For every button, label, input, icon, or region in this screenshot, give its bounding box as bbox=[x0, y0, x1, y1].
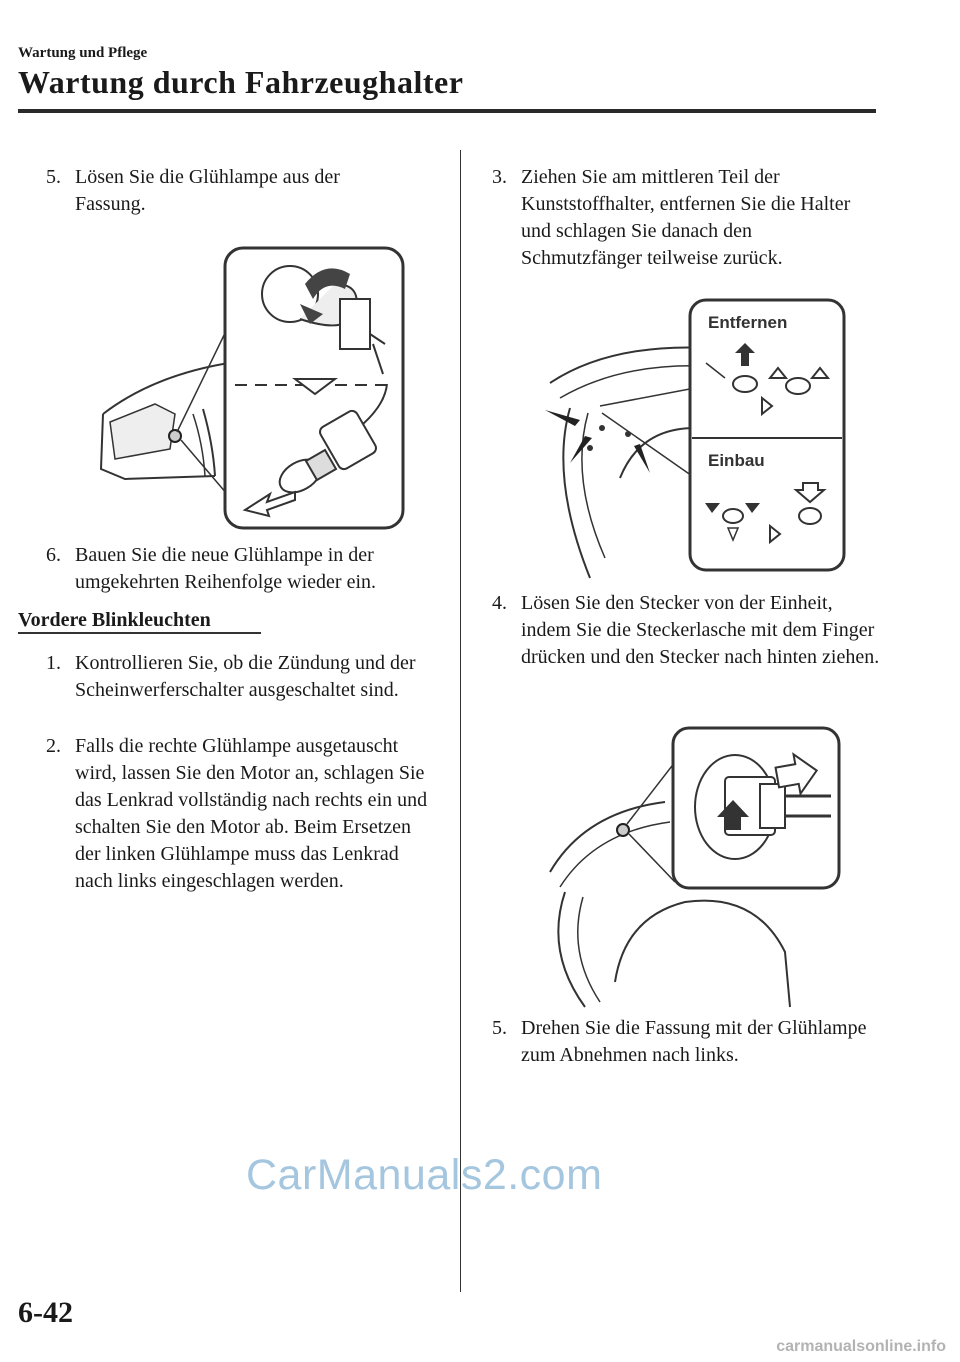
step-text: Drehen Sie die Fassung mit der Glühlampe zum Abnehmen nach links. bbox=[521, 1017, 867, 1066]
step-text: Ziehen Sie am mittleren Teil der Kunststoffhalter, entfernen Sie die Halter und schlagen Sie danach den Schmutzfänger teilweise zurück. bbox=[521, 166, 851, 269]
watermark: CarManuals2.com bbox=[246, 1151, 603, 1199]
subheading-front-turn-signals: Vordere Blinkleuchten bbox=[18, 609, 211, 631]
install-label: Einbau bbox=[708, 451, 765, 470]
step-text: Kontrollieren Sie, ob die Zündung und der Scheinwerferschalter ausgeschaltet sind. bbox=[75, 652, 416, 701]
step-number: 6. bbox=[46, 544, 61, 566]
step-text: Lösen Sie die Glühlampe aus der Fassung. bbox=[75, 166, 340, 215]
right-step-4 bbox=[492, 590, 882, 671]
right-step-5 bbox=[492, 1015, 882, 1069]
left-step-2 bbox=[46, 733, 436, 895]
page-number: 6-42 bbox=[18, 1296, 73, 1329]
step-number: 1. bbox=[46, 652, 61, 674]
subheading-underline bbox=[18, 632, 261, 634]
step-number: 2. bbox=[46, 735, 61, 757]
step-number: 5. bbox=[492, 1017, 507, 1039]
connector-removal-illustration bbox=[545, 722, 845, 1012]
right-step-3 bbox=[492, 164, 862, 272]
step-number: 3. bbox=[492, 166, 507, 188]
step-text: Lösen Sie den Stecker von der Einheit, indem Sie die Steckerlasche mit dem Finger drücken und den Stecker nach hinten ziehen. bbox=[521, 592, 880, 668]
remove-label: Entfernen bbox=[708, 313, 788, 332]
footer-site: carmanualsonline.info bbox=[776, 1338, 946, 1355]
header-rule bbox=[18, 109, 876, 113]
column-divider bbox=[460, 150, 461, 1292]
step-text: Falls die rechte Glühlampe ausgetauscht wird, lassen Sie den Motor an, schlagen Sie das Lenkrad vollständig nach rechts ein und schalten Sie den Motor ab. Beim Ersetzen der linken Glühlampe muss das Lenkrad nach links eingeschlagen werden. bbox=[75, 735, 428, 892]
step-number: 5. bbox=[46, 166, 61, 188]
bulb-removal-illustration bbox=[95, 244, 410, 532]
page-title: Wartung durch Fahrzeughalter bbox=[18, 64, 464, 100]
step-text: Bauen Sie die neue Glühlampe in der umgekehrten Reihenfolge wieder ein. bbox=[75, 544, 376, 593]
left-step-6 bbox=[46, 542, 436, 596]
step-number: 4. bbox=[492, 592, 507, 614]
left-step-5 bbox=[46, 164, 396, 218]
section-label: Wartung und Pflege bbox=[18, 45, 148, 61]
left-step-1 bbox=[46, 650, 436, 704]
clip-removal-illustration bbox=[530, 298, 850, 583]
